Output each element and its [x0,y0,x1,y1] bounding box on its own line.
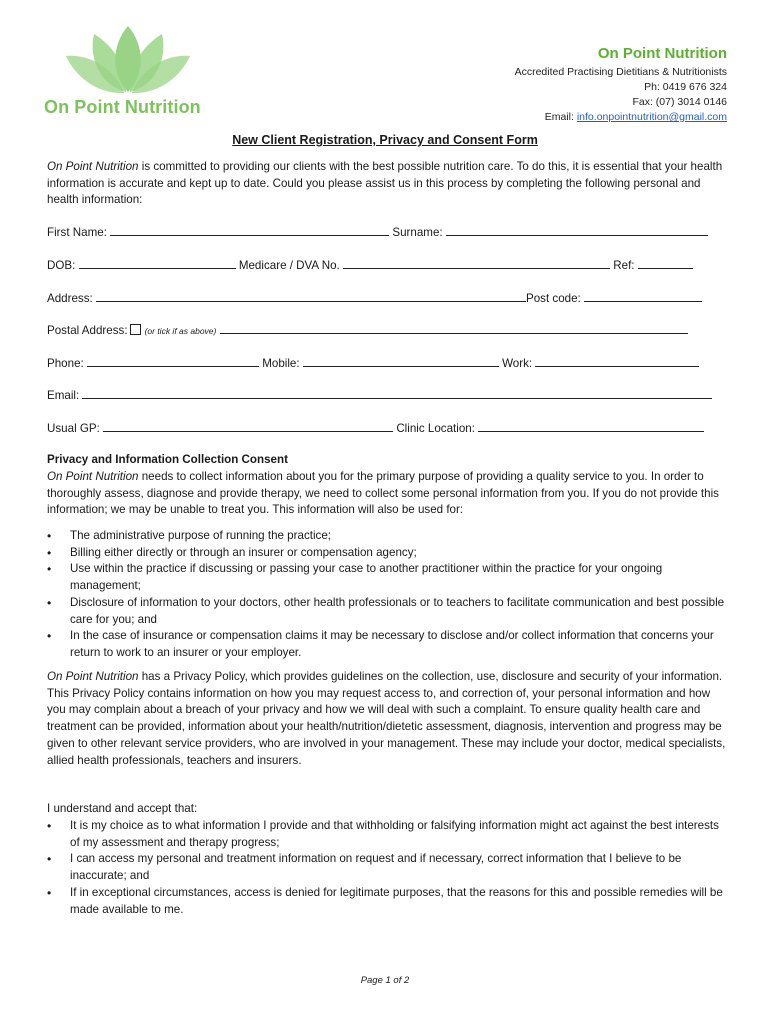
email-row [515,110,727,125]
policy-company: On Point Nutrition [47,670,139,683]
privacy-text: needs to collect information about you for the primary purpose of providing a quality service to you. In order to thoroughly assess, diagnose and provide therapy, we need to collect some personal information from you. If you do not provide this information; we may be unable to treat you. This information will also be used for: [47,470,719,517]
email-field-label: Email: [47,389,80,402]
policy-paragraph [47,669,730,769]
work-label: Work: [502,357,533,370]
postcode-label: Post code: [526,292,581,305]
list-item: • I can access my personal and treatment information on request and if necessary, correct information that I believe to be inaccurate; and [47,851,730,884]
work-input[interactable] [535,355,699,367]
intro-paragraph [47,159,730,209]
uses-list [47,528,730,662]
phone-input[interactable] [87,355,259,367]
fax-number: Fax: (07) 3014 0146 [632,96,727,108]
intro-text: is committed to providing our clients with the best possible nutrition care. To do this, it is essential that your health information is accurate and kept up to date. Could you please assist us in this process by completing the following personal and health information: [47,160,723,207]
list-item: • It is my choice as to what information I provide and that withholding or falsifying information might act against the best interests of my assessment and therapy progress; [47,818,730,851]
privacy-paragraph [47,469,730,519]
company-logo [40,24,220,124]
first-name-label: First Name: [47,226,107,239]
tagline: Accredited Practising Dietitians & Nutritionists [514,66,727,78]
field-row-gp [47,420,730,435]
field-row-address [47,290,730,305]
lotus-icon [58,24,198,96]
clinic-location-label: Clinic Location: [396,422,475,435]
field-row-name [47,224,730,239]
page-number: Page 1 of 2 [360,975,410,986]
postcode-input[interactable] [584,290,702,302]
brand-name: On Point Nutrition [597,45,727,62]
privacy-heading: Privacy and Information Collection Consent [47,453,288,466]
phone-number: Ph: 0419 676 324 [644,81,727,93]
contact-block [515,44,727,125]
list-item: • Disclosure of information to your doctors, other health professionals or to teachers to facilitate communication and best possible care for you; and [47,595,730,628]
phone-label: Phone: [47,357,84,370]
postal-address-label: Postal Address: [47,324,128,337]
privacy-company: On Point Nutrition [47,470,139,483]
field-row-dob [47,257,730,272]
address-input[interactable] [96,290,526,302]
accept-list [47,818,730,918]
address-label: Address: [47,292,93,305]
clinic-location-input[interactable] [478,420,704,432]
same-address-checkbox[interactable] [130,324,141,335]
policy-text: has a Privacy Policy, which provides guidelines on the collection, use, disclosure and security of your information. This Privacy Policy contains information on how you may request access to, and correction of, your personal information and how you may complain about a breach of your privacy and how we will deal with such a complaint. To ensure quality health care and treatment can be provided, information about your health/nutrition/dietetic assessment, diagnosis, intervention and progress may be given to other relevant service providers, who are involved in your management. These may include your doctor, medical specialists, allied health professionals, teachers and insurers. [47,670,726,767]
dob-input[interactable] [79,257,236,269]
first-name-input[interactable] [110,224,389,236]
postal-hint: (or tick if as above) [144,326,217,336]
list-item: • Billing either directly or through an insurer or compensation agency; [47,545,730,562]
email-input[interactable] [82,387,712,399]
email-label: Email: [544,111,577,123]
logo-text: On Point Nutrition [44,97,201,117]
list-item: • In the case of insurance or compensation claims it may be necessary to disclose and/or collect information that concerns your return to work to an insurer or your employer. [47,628,730,661]
medicare-label: Medicare / DVA No. [238,259,340,272]
usual-gp-label: Usual GP: [47,422,100,435]
medicare-input[interactable] [343,257,610,269]
postal-address-input[interactable] [220,322,688,334]
mobile-label: Mobile: [262,357,300,370]
field-row-postal [47,322,730,337]
ref-label: Ref: [613,259,635,272]
form-title: New Client Registration, Privacy and Consent Form [232,133,538,147]
list-item: • If in exceptional circumstances, access is denied for legitimate purposes, that the reasons for this and possible remedies will be made available to me. [47,885,730,918]
field-row-phone [47,355,730,370]
dob-label: DOB: [47,259,76,272]
surname-label: Surname: [392,226,443,239]
mobile-input[interactable] [303,355,499,367]
intro-company: On Point Nutrition [47,160,139,173]
list-item: • Use within the practice if discussing or passing your case to another practitioner within the practice for your ongoing management; [47,561,730,594]
accept-intro: I understand and accept that: [47,802,198,815]
ref-input[interactable] [638,257,693,269]
email-link[interactable]: info.onpointnutrition@gmail.com [576,111,727,123]
usual-gp-input[interactable] [103,420,393,432]
list-item: • The administrative purpose of running the practice; [47,528,730,545]
field-row-email [47,387,730,402]
surname-input[interactable] [446,224,708,236]
